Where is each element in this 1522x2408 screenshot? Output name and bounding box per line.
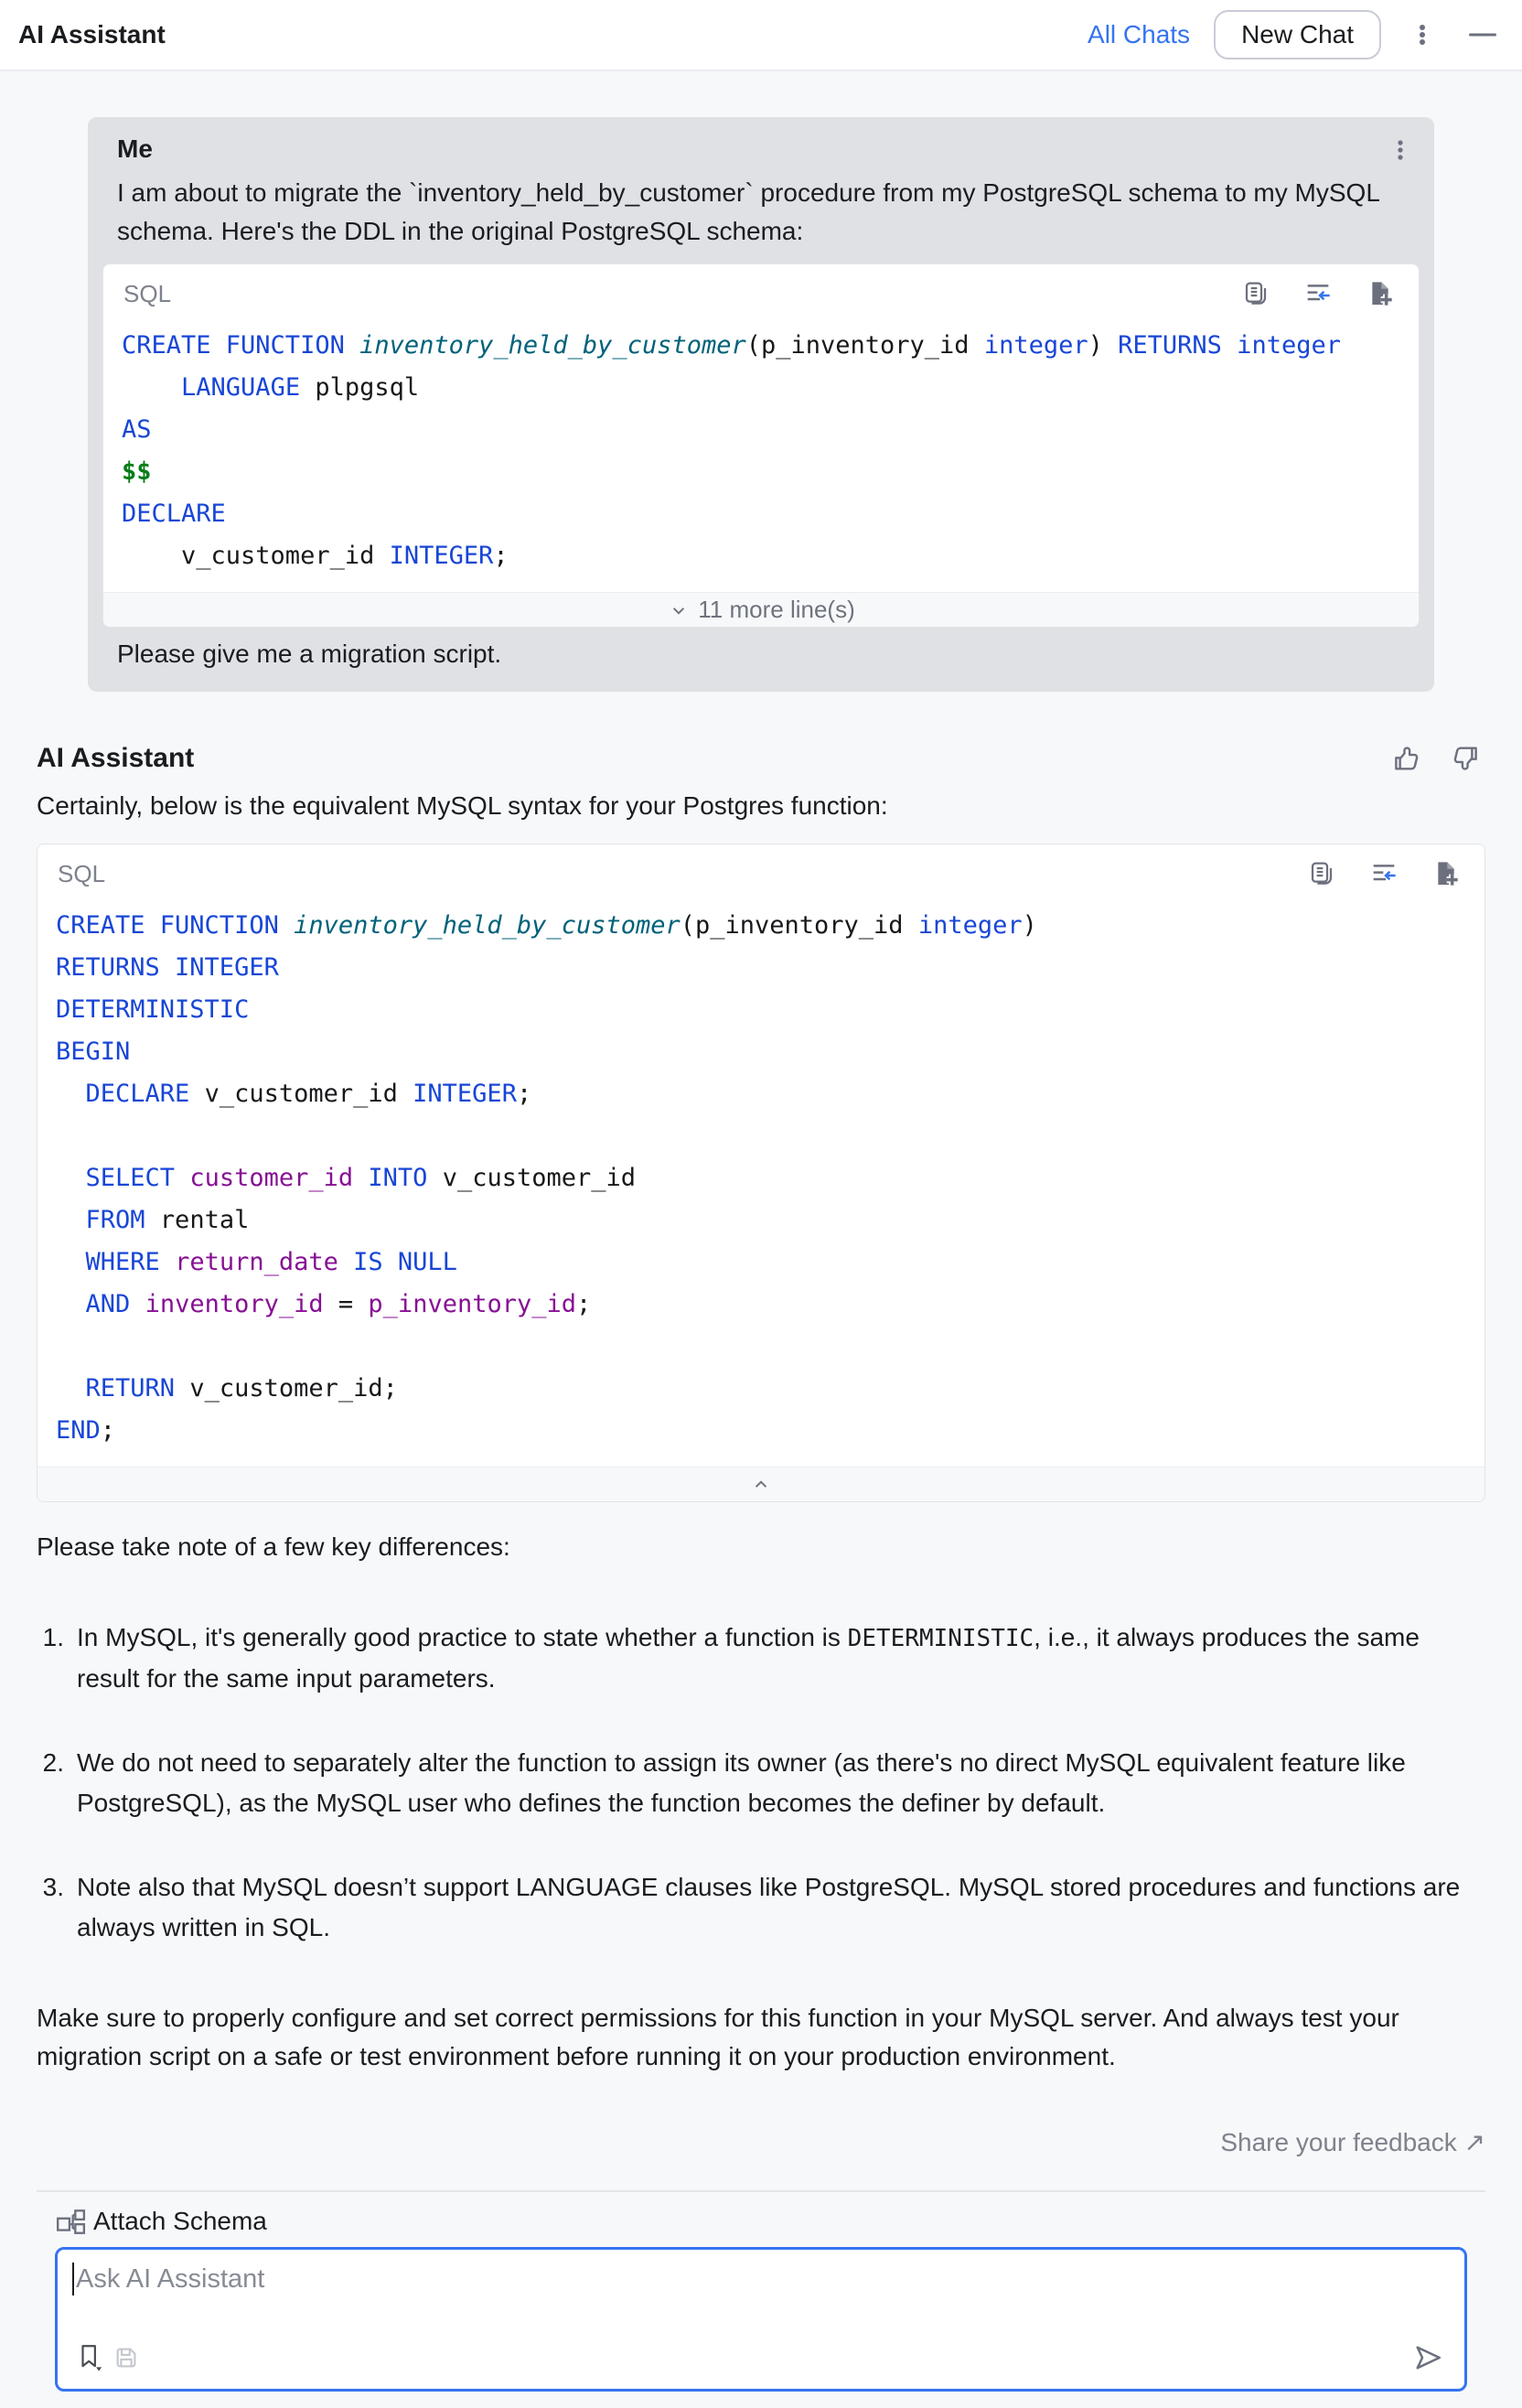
code-content [103,317,1419,592]
code-line: WHERE return_date IS NULL [85,1248,457,1276]
thumbs-up-button[interactable] [1387,739,1425,778]
assistant-message [37,692,1485,2158]
schema-icon [55,2206,86,2237]
list-item [37,1867,1485,1948]
user-author-label: Me [117,134,153,163]
chat-scroll-area [0,71,1522,2408]
input-panel [37,2190,1485,2408]
code-line: LANGUAGE plpgsql [181,373,420,402]
list-item-text: In MySQL, it's generally good practice to state whether a function is DETERMINISTIC, i.e., it always produces the same result for the same input parameters. [77,1623,1420,1693]
divider [37,2190,1485,2192]
input-placeholder: Ask AI Assistant [76,2263,265,2294]
page-title: AI Assistant [18,20,166,48]
thumbs-up-icon [1390,743,1421,774]
all-chats-link[interactable]: All Chats [1088,20,1191,48]
code-block-postgres [102,263,1420,628]
tool-window-header [0,0,1522,71]
message-options-button[interactable] [1385,134,1416,167]
code-line [56,1326,1466,1368]
list-item [37,1618,1485,1699]
copy-icon [1241,279,1270,308]
closing-text: Make sure to properly configure and set correct permissions for this function in your MySQL server. And always test your migration script on a safe or test environment before running it on your production environment. [37,2004,1399,2070]
note-intro-text: Please take note of a few key differences: [37,1532,510,1561]
new-file-button[interactable] [1428,855,1464,892]
copy-button[interactable] [1303,855,1340,892]
code-line: DECLARE [122,500,226,528]
insert-at-caret-button[interactable] [1300,275,1336,312]
code-line: BEGIN [56,1037,131,1066]
chevron-down-icon [667,598,691,622]
collapse-code-button[interactable] [38,1467,1484,1501]
save-prompt-button[interactable] [109,2340,144,2375]
list-item-number: 1. [42,1623,64,1651]
assistant-author-label: AI Assistant [37,743,195,773]
chevron-up-icon [749,1473,773,1497]
code-line: DETERMINISTIC [56,995,250,1024]
user-request-text: Please give me a migration script. [117,640,502,668]
share-feedback-link[interactable]: Share your feedback ↗ [1220,2128,1485,2156]
send-button[interactable] [1408,2338,1448,2378]
code-line: RETURNS INTEGER [56,953,279,982]
code-line [56,1115,1466,1157]
list-item [37,1743,1485,1823]
insert-at-caret-button[interactable] [1366,855,1402,892]
save-disk-icon [113,2344,140,2371]
code-line: RETURN v_customer_id; [85,1374,398,1403]
code-language-label: SQL [123,280,172,307]
attach-schema-label: Attach Schema [93,2207,267,2235]
ask-input[interactable] [55,2247,1467,2392]
code-line: CREATE FUNCTION inventory_held_by_customer(p_inventory_id integer) [56,911,1037,940]
code-language-label: SQL [58,860,106,887]
send-arrow-icon [1411,2341,1444,2374]
code-line: DECLARE v_customer_id INTEGER; [85,1080,532,1108]
kebab-icon [1388,137,1412,163]
thumbs-down-button[interactable] [1447,739,1485,778]
bookmark-dropdown-icon [76,2342,105,2373]
list-item-text: Note also that MySQL doesn’t support LANGUAGE clauses like PostgreSQL. MySQL stored procedures and functions are always written in SQL. [77,1873,1461,1941]
text-caret [72,2263,74,2295]
user-message-card [88,117,1434,692]
code-line: v_customer_id INTEGER; [122,542,509,570]
copy-icon [1307,859,1336,888]
code-line: $$ [122,457,152,486]
insert-at-caret-icon [1303,279,1333,308]
kebab-icon [1409,21,1436,48]
new-chat-button[interactable]: New Chat [1214,10,1381,59]
more-lines-label: 11 more line(s) [698,596,855,623]
code-line: AND inventory_id = p_inventory_id; [85,1290,592,1318]
more-options-button[interactable] [1405,17,1440,52]
thumbs-down-icon [1451,743,1482,774]
assistant-intro-text: Certainly, below is the equivalent MySQL syntax for your Postgres function: [37,791,888,820]
prompt-library-button[interactable] [72,2338,109,2377]
code-line: AS [122,415,152,444]
new-file-button[interactable] [1362,275,1399,312]
code-line: FROM rental [85,1206,250,1234]
code-line: SELECT customer_id INTO v_customer_id [85,1164,637,1192]
new-file-plus-icon [1366,279,1395,308]
list-item-number: 3. [42,1873,64,1901]
code-line: CREATE FUNCTION inventory_held_by_customer(p_inventory_id integer) RETURNS integer [122,331,1341,360]
new-file-plus-icon [1431,859,1461,888]
copy-button[interactable] [1238,275,1274,312]
code-content [38,898,1484,1467]
minimize-icon [1467,21,1498,48]
minimize-button[interactable] [1463,17,1502,52]
differences-list [37,1618,1485,1948]
attach-schema-button[interactable] [55,2205,1467,2238]
code-line: END; [56,1416,116,1445]
external-arrow-icon: ↗ [1463,2128,1485,2156]
user-message-text: I am about to migrate the `inventory_held_by_customer` procedure from my PostgreSQL schema to my MySQL schema. Here's the DDL in the original PostgreSQL schema: [117,178,1379,245]
code-block-mysql [37,844,1485,1502]
insert-at-caret-icon [1369,859,1399,888]
list-item-text: We do not need to separately alter the function to assign its owner (as there's no direct MySQL equivalent feature like PostgreSQL), as the MySQL user who defines the function becomes the definer by default. [77,1748,1406,1817]
list-item-number: 2. [42,1748,64,1777]
expand-more-lines-button[interactable] [103,592,1419,627]
